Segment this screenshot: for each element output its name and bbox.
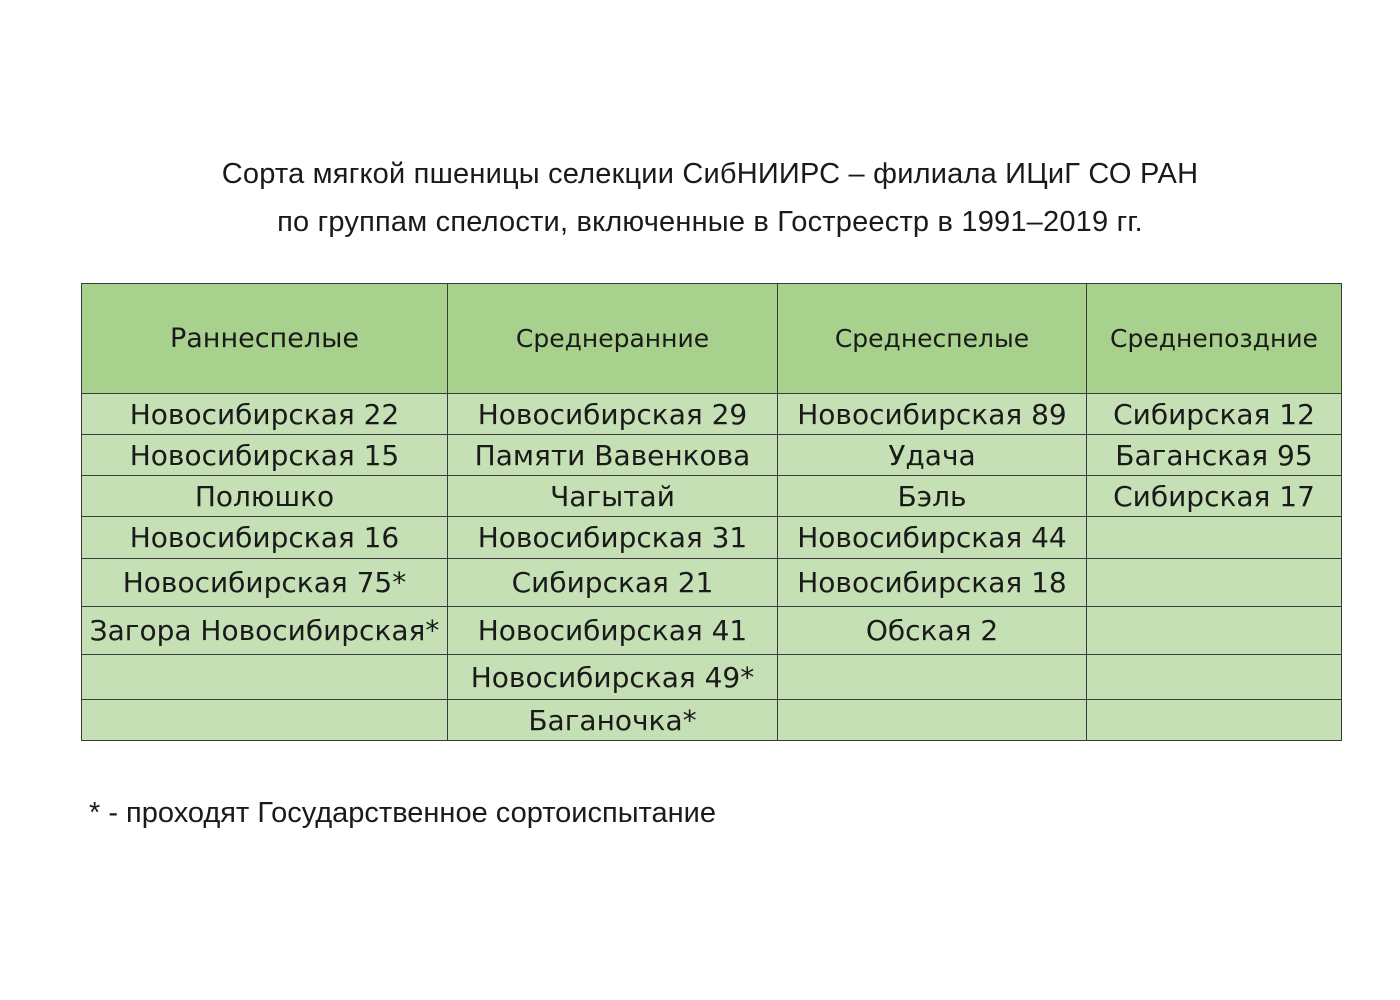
title-line-1: Сорта мягкой пшеницы селекции СибНИИРС – филиала ИЦиГ СО РАН bbox=[221, 158, 1199, 190]
table-row bbox=[82, 476, 1342, 517]
table-row bbox=[82, 655, 1342, 700]
column-header-mid: Среднеспелые bbox=[778, 284, 1087, 394]
table-cell bbox=[82, 655, 448, 700]
table-cell: Новосибирская 16 bbox=[82, 517, 448, 559]
table-cell: Новосибирская 89 bbox=[778, 394, 1087, 435]
table-cell bbox=[778, 655, 1087, 700]
table-cell: Новосибирская 44 bbox=[778, 517, 1087, 559]
table-row bbox=[82, 607, 1342, 655]
table-cell: Удача bbox=[778, 435, 1087, 476]
table-row bbox=[82, 435, 1342, 476]
table-cell: Загора Новосибирская* bbox=[82, 607, 448, 655]
table-cell: Памяти Вавенкова bbox=[448, 435, 778, 476]
table-cell: Новосибирская 29 bbox=[448, 394, 778, 435]
table-row bbox=[82, 559, 1342, 607]
footnote: * - проходят Государственное сортоиспытание bbox=[89, 797, 716, 829]
table-cell: Чагытай bbox=[448, 476, 778, 517]
table-cell: Новосибирская 31 bbox=[448, 517, 778, 559]
table-cell: Новосибирская 75* bbox=[82, 559, 448, 607]
table-cell bbox=[1087, 607, 1342, 655]
table-cell: Новосибирская 18 bbox=[778, 559, 1087, 607]
table-cell: Сибирская 21 bbox=[448, 559, 778, 607]
column-header-mid-late: Среднепоздние bbox=[1087, 284, 1342, 394]
column-header-early: Раннеспелые bbox=[82, 284, 448, 394]
table-header-row bbox=[82, 284, 1342, 394]
table-cell: Новосибирская 49* bbox=[448, 655, 778, 700]
column-header-mid-early: Среднеранние bbox=[448, 284, 778, 394]
varieties-table bbox=[81, 283, 1342, 741]
table-cell bbox=[1087, 700, 1342, 741]
table-cell: Обская 2 bbox=[778, 607, 1087, 655]
table-cell: Баганочка* bbox=[448, 700, 778, 741]
table-cell: Полюшко bbox=[82, 476, 448, 517]
table-row bbox=[82, 700, 1342, 741]
page-title bbox=[0, 150, 1400, 246]
table-row bbox=[82, 394, 1342, 435]
table-cell: Новосибирская 41 bbox=[448, 607, 778, 655]
table-cell: Баганская 95 bbox=[1087, 435, 1342, 476]
table-cell: Новосибирская 15 bbox=[82, 435, 448, 476]
table-cell: Бэль bbox=[778, 476, 1087, 517]
table-cell bbox=[1087, 559, 1342, 607]
title-line-2: по группам спелости, включенные в Гостреестр в 1991–2019 гг. bbox=[277, 206, 1143, 238]
table-cell bbox=[1087, 517, 1342, 559]
table-cell: Новосибирская 22 bbox=[82, 394, 448, 435]
table-cell bbox=[778, 700, 1087, 741]
table-cell: Сибирская 17 bbox=[1087, 476, 1342, 517]
table-cell bbox=[1087, 655, 1342, 700]
table-row bbox=[82, 517, 1342, 559]
table-cell bbox=[82, 700, 448, 741]
table-cell: Сибирская 12 bbox=[1087, 394, 1342, 435]
